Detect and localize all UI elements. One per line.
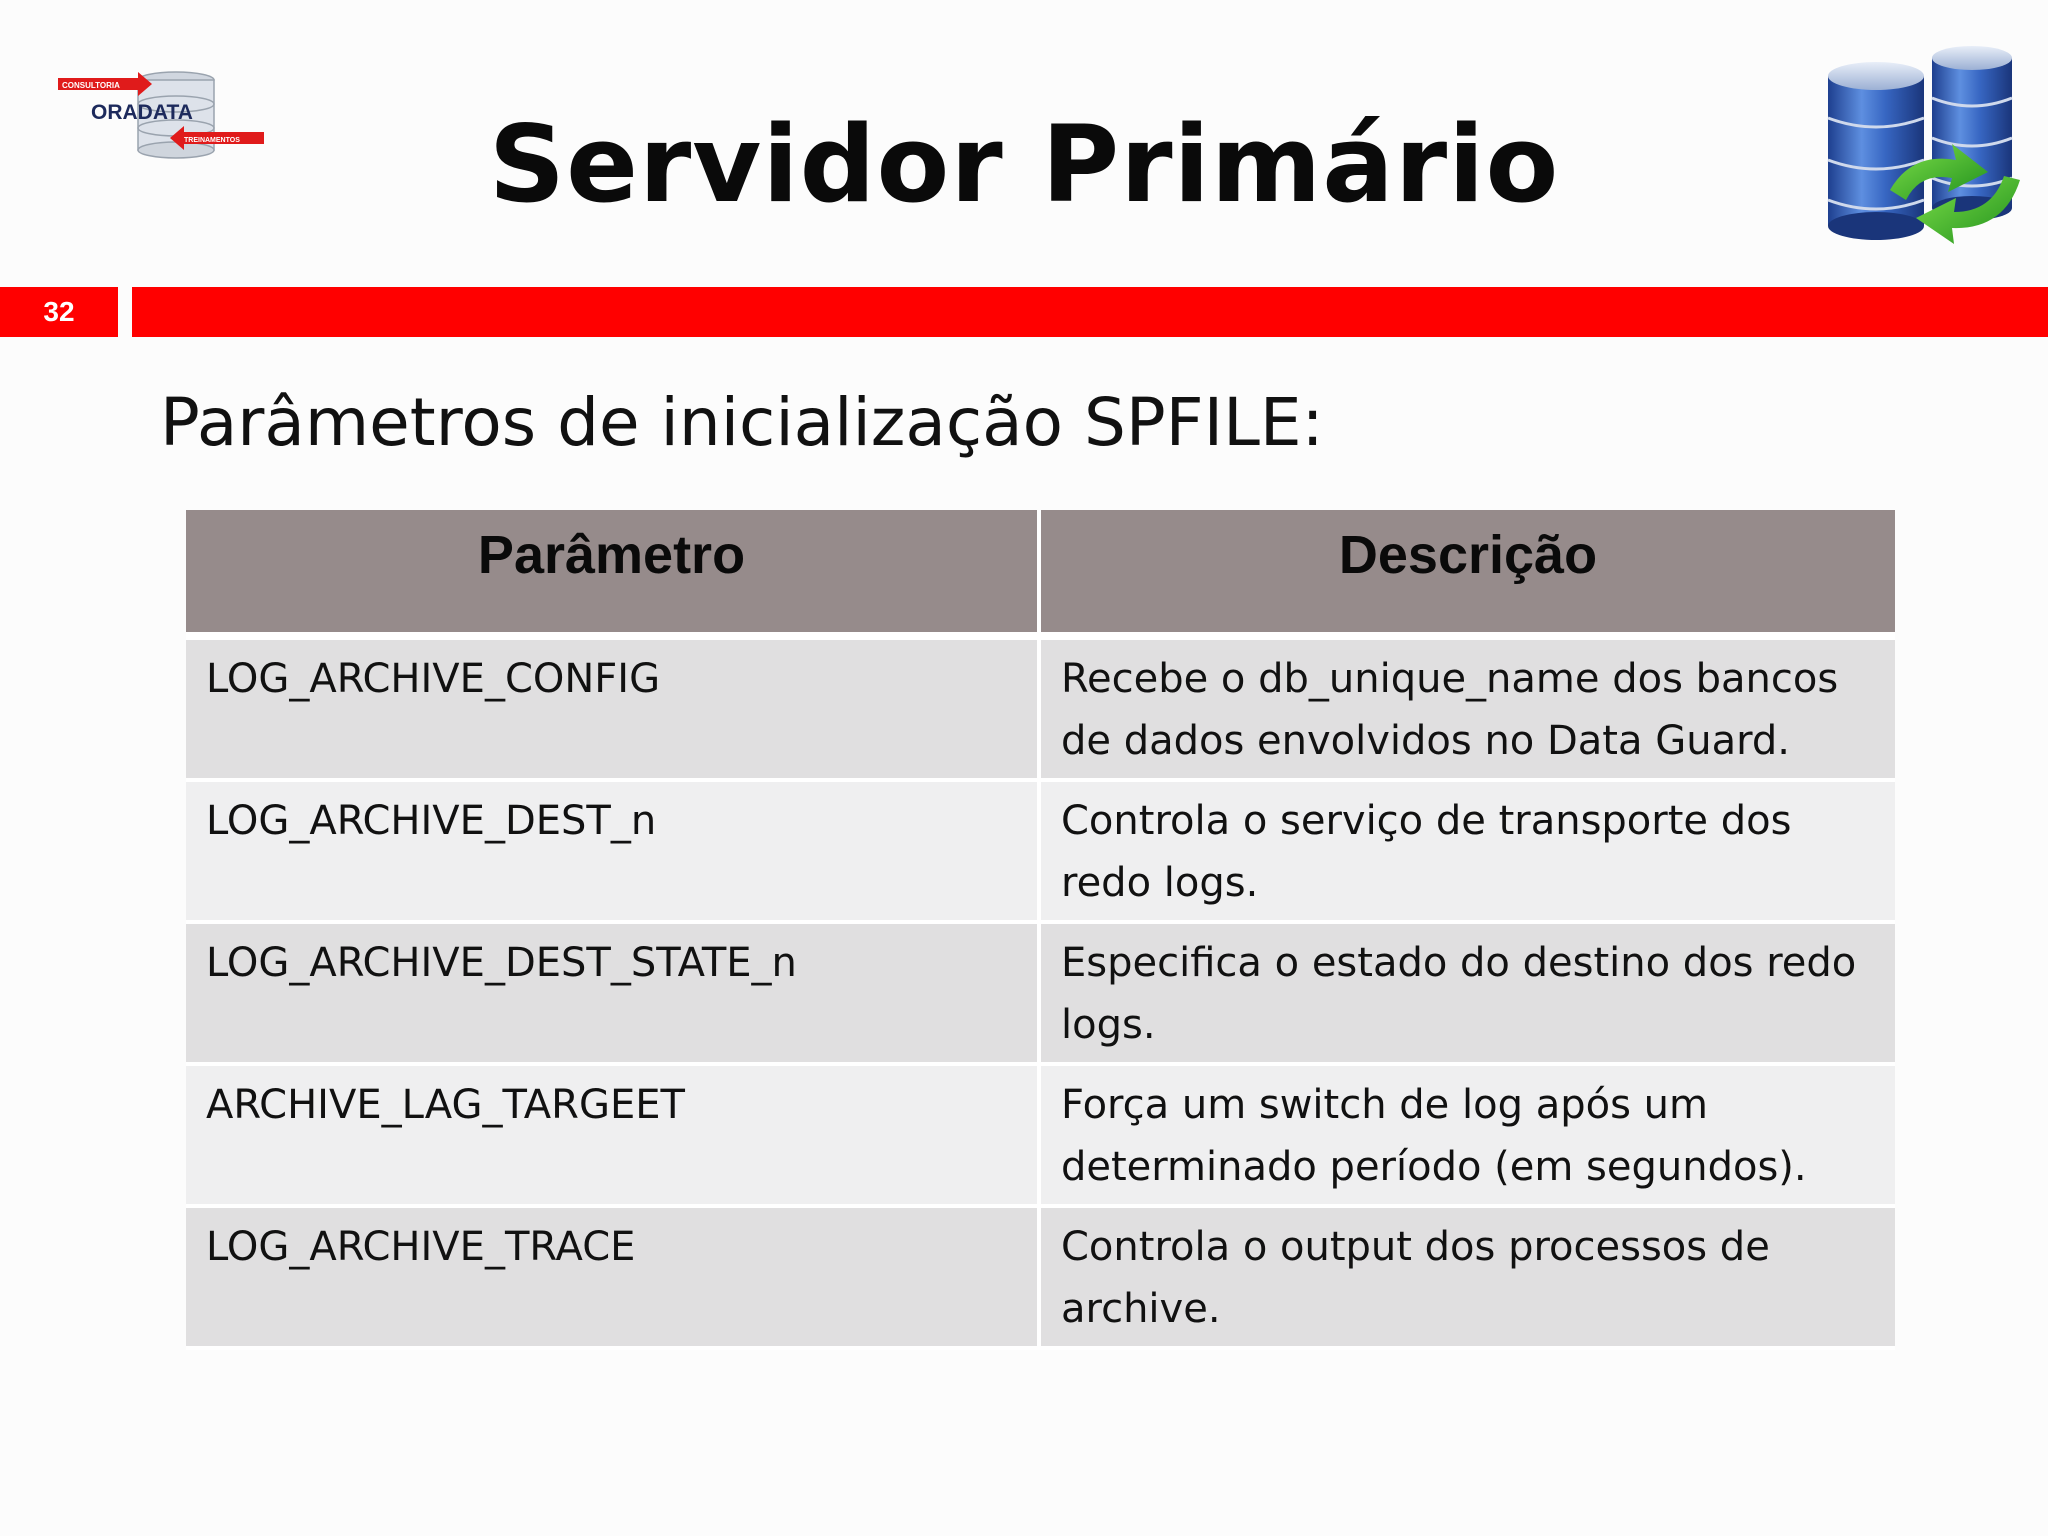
header-divider-bar: [132, 287, 2048, 337]
parameter-cell: LOG_ARCHIVE_CONFIG: [186, 636, 1039, 780]
parameter-cell: LOG_ARCHIVE_DEST_STATE_n: [186, 922, 1039, 1064]
description-cell: Força um switch de log após um determinado período (em segundos).: [1039, 1064, 1895, 1206]
parameters-table: [186, 510, 1895, 1350]
table-row: [186, 922, 1895, 1064]
logo-top-label: CONSULTORIA: [62, 81, 120, 90]
section-subtitle: Parâmetros de inicialização SPFILE:: [160, 384, 1324, 461]
column-header-parameter: Parâmetro: [186, 510, 1039, 636]
slide-number: 32: [0, 287, 118, 337]
parameter-cell: LOG_ARCHIVE_TRACE: [186, 1206, 1039, 1348]
logo-bottom-label: TREINAMENTOS: [184, 137, 240, 144]
description-cell: Controla o serviço de transporte dos redo logs.: [1039, 780, 1895, 922]
database-sync-icon: [1820, 40, 2030, 250]
description-cell: Controla o output dos processos de archive.: [1039, 1206, 1895, 1348]
table-row: [186, 636, 1895, 780]
table-row: [186, 1064, 1895, 1206]
description-cell: Especifica o estado do destino dos redo logs.: [1039, 922, 1895, 1064]
parameter-cell: LOG_ARCHIVE_DEST_n: [186, 780, 1039, 922]
table-row: [186, 780, 1895, 922]
logo-name: ORADATA: [91, 101, 193, 124]
column-header-description: Descrição: [1039, 510, 1895, 636]
description-cell: Recebe o db_unique_name dos bancos de dados envolvidos no Data Guard.: [1039, 636, 1895, 780]
table-header-row: [186, 510, 1895, 636]
parameter-cell: ARCHIVE_LAG_TARGEET: [186, 1064, 1039, 1206]
slide-title: Servidor Primário: [488, 103, 1560, 226]
table-row: [186, 1206, 1895, 1348]
